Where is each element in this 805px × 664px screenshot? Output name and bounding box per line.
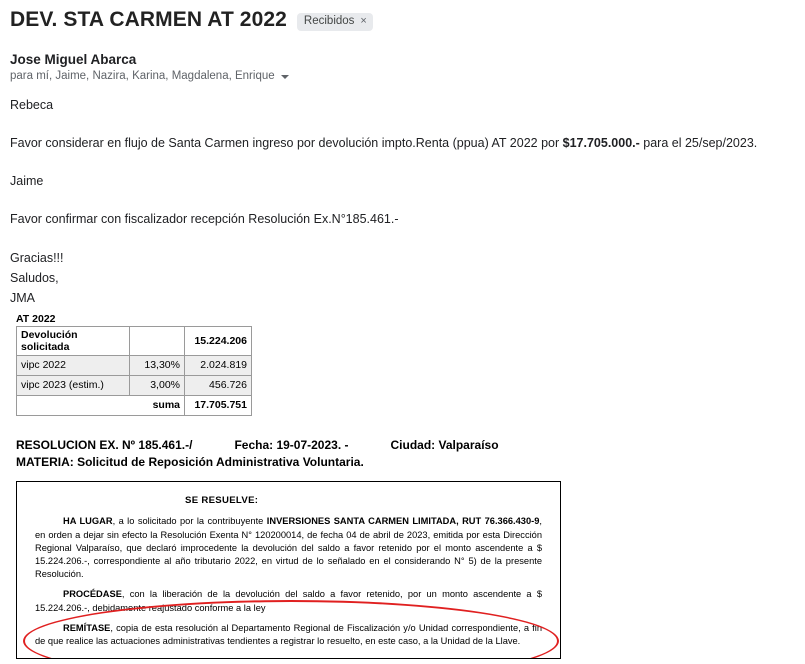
table-cell-rate bbox=[130, 326, 185, 355]
page-title: DEV. STA CARMEN AT 2022 bbox=[10, 8, 287, 31]
table-row bbox=[17, 375, 252, 395]
document-p2-keyword: PROCÉDASE bbox=[63, 589, 122, 600]
recipients-label: para mí, Jaime, Nazira, Karina, Magdalena, Enrique bbox=[10, 70, 275, 82]
document-p3-b: , copia de esta resolución al Departamento Regional de Fiscalización y/o Unidad correspondiente, a fin de que realice las actuaciones administrativas tendientes a registrar lo resuelto, en este caso, a la Unidad de la Llave. bbox=[35, 622, 542, 646]
body-paragraph-1-pre: Favor considerar en flujo de Santa Carmen ingreso por devolución impto.Renta (ppua) AT 2022 por bbox=[10, 136, 563, 151]
table-cell-amount: 15.224.206 bbox=[185, 326, 252, 355]
resolution-number: RESOLUCION EX. Nº 185.461.-/ bbox=[16, 437, 193, 452]
resolution-date: Fecha: 19-07-2023. - bbox=[234, 437, 349, 452]
table-cell-label: vipc 2023 (estim.) bbox=[17, 375, 130, 395]
recipients-row[interactable] bbox=[10, 70, 795, 82]
devolucion-table bbox=[16, 326, 252, 416]
table-cell-rate: 3,00% bbox=[130, 375, 185, 395]
table-cell-amount: 456.726 bbox=[185, 375, 252, 395]
table-row-total bbox=[17, 395, 252, 415]
body-paragraph-2: Jaime bbox=[10, 174, 44, 189]
table-row bbox=[17, 355, 252, 375]
document-p1-company: INVERSIONES SANTA CARMEN LIMITADA, RUT 76.366.430-9 bbox=[266, 516, 540, 527]
document-paragraph-2 bbox=[35, 588, 542, 614]
document-p3-keyword: REMÍTASE bbox=[63, 622, 111, 633]
document-heading: SE RESUELVE: bbox=[185, 494, 259, 506]
table-caption: AT 2022 bbox=[16, 312, 56, 325]
body-paragraph-4: Gracias!!! bbox=[10, 250, 64, 265]
chevron-down-icon[interactable] bbox=[281, 75, 289, 79]
body-paragraph-6: JMA bbox=[10, 290, 35, 305]
resolution-city: Ciudad: Valparaíso bbox=[390, 437, 499, 452]
document-p2-b: , con la liberación de la devolución del saldo a favor retenido, por un monto ascendente a $ 15.224.206.-, debidamente reajustado conforme a la ley bbox=[35, 589, 542, 613]
table-cell-total-label: suma bbox=[17, 395, 185, 415]
document-paragraph-1 bbox=[35, 515, 542, 581]
subject-row bbox=[10, 6, 795, 38]
table-cell-label: Devolución solicitada bbox=[17, 326, 130, 355]
body-amount: $17.705.000.- bbox=[562, 136, 640, 151]
close-icon[interactable]: × bbox=[360, 14, 367, 27]
label-chip-recibidos[interactable] bbox=[297, 13, 373, 32]
body-paragraph-1-post: para el 25/sep/2023. bbox=[639, 136, 758, 151]
body-paragraph-5: Saludos, bbox=[10, 270, 59, 285]
table-row bbox=[17, 326, 252, 355]
sender-block bbox=[10, 52, 795, 82]
document-p1-d: , en orden a dejar sin efecto la Resolución Exenta N° 120200014, de fecha 04 de abril de 2023, emitida por esta Dirección Regional Valparaíso, que declaró improcedente la devolución del saldo a favor retenido por el monto ascendente a $ 15.224.206.-, correspondiente al año tributario 2022, en virtud de lo señalado en el considerando N° 5) de la presente Resolución. bbox=[35, 516, 543, 580]
email-body bbox=[10, 96, 795, 307]
body-greeting: Rebeca bbox=[10, 98, 54, 112]
table-cell-label: vipc 2022 bbox=[17, 355, 130, 375]
table-cell-amount: 2.024.819 bbox=[185, 355, 252, 375]
body-paragraph-3: Favor confirmar con fiscalizador recepción Resolución Ex.N°185.461.- bbox=[10, 212, 399, 227]
resolution-heading bbox=[16, 438, 795, 469]
sender-name[interactable]: Jose Miguel Abarca bbox=[10, 52, 137, 67]
table-cell-rate: 13,30% bbox=[130, 355, 185, 375]
document-p1-b: , a lo solicitado por la contribuyente bbox=[112, 516, 267, 527]
table-cell-total-amount: 17.705.751 bbox=[185, 395, 252, 415]
label-chip-text: Recibidos bbox=[303, 14, 355, 27]
scanned-resolution-document bbox=[16, 481, 561, 659]
document-paragraph-3 bbox=[35, 622, 542, 648]
document-p1-keyword: HA LUGAR bbox=[63, 516, 113, 527]
resolution-materia: MATERIA: Solicitud de Reposición Administrativa Voluntaria. bbox=[16, 454, 364, 469]
body-paragraph-1 bbox=[10, 134, 795, 152]
